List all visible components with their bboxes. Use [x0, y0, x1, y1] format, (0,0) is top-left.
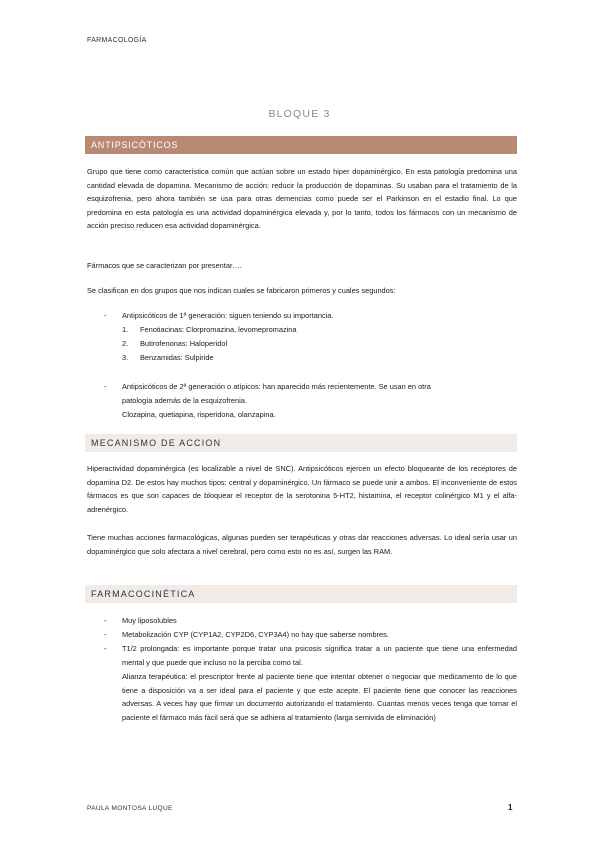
antipsicoticos-line3: Se clasifican en dos grupos que nos indican cuales se fabricaron primeros y cuales segundos: — [87, 286, 396, 295]
bullet-second-generation-cont: patología además de la esquizofrenia. — [122, 396, 247, 405]
section-heading-mecanismo: MECANISMO DE ACCION — [85, 434, 517, 452]
antipsicoticos-line2: Fármacos que se caracterizan por presentar…. — [87, 261, 242, 270]
section-heading-farmacocinetica: FARMACOCINÉTICA — [85, 585, 517, 603]
bullet-dash: - — [104, 630, 107, 639]
bullet-dash: - — [104, 644, 107, 653]
sub-item-butirofenonas: Butirofenonas: Haloperidol — [140, 339, 228, 348]
sub-number-1: 1. — [122, 325, 129, 334]
bullet-second-generation-drugs: Clozapina, quetiapina, risperidona, olanzapina. — [122, 410, 276, 419]
bullet-dash: - — [104, 311, 107, 320]
sub-item-fenotiacinas: Fenotiacinas: Clorpromazina, levomepromazina — [140, 325, 297, 334]
mecanismo-paragraph-2: Tiene muchas acciones farmacológicas, algunas pueden ser terapéuticas y otras dar reacciones adversas. Lo ideal sería usar un dopaminérgico que solo afectara a nivel cerebral, pero como esto no es así, surgen las RAM. — [87, 533, 517, 556]
bullet-dash: - — [104, 382, 107, 391]
antipsicoticos-intro: Grupo que tiene como característica común que actúan sobre un estado hiper dopaminérgico. En esta patología predomina una cantidad elevada de dopamina. Mecanismo de acción: reducir la producción de dopaminas. Su usaban para el tratamiento de la esquizofrenia, pero ahora también se usa para otras demencias como puede ser el Parkinson en el estadio final. Lo que predomina en esta patología es una actividad dopaminérgica elevada y, por lo tanto, todos los fármacos con un mecanismo de acción preciso reducen esa actividad dopaminérgica. — [87, 167, 517, 231]
bullet-dash: - — [104, 616, 107, 625]
sub-number-2: 2. — [122, 339, 129, 348]
bullet-second-generation: Antipsicóticos de 2ª generación o atípicos: han aparecido más recientemente. Se usan en otra — [122, 382, 431, 391]
alianza-terapeutica-paragraph: Alianza terapéutica: el prescriptor frente al paciente tiene que intentar obtener o negociar que medicamento de lo que tiene a disposición va a ser ideal para el paciente y que este acepte. El paciente tiene que conocer las reacciones adversas. A veces hay que firmar un documento autorizando el tratamiento. Cuantas menos veces tenga que tomar el paciente el fármaco más fácil será que se adhiera al tratamiento (larga semivida de eliminación) — [122, 672, 517, 722]
bullet-metabolizacion: Metabolización CYP (CYP1A2, CYP2D6, CYP3A4) no hay que saberse nombres. — [122, 630, 389, 639]
bullet-liposolubles: Muy liposolubles — [122, 616, 177, 625]
bullet-semivida: T1/2 prolongada: es importante porque tratar una psicosis significa tratar a un paciente que tiene una enfermedad mental y que puede que incluso no la perciba como tal. — [122, 644, 517, 667]
block-title: BLOQUE 3 — [268, 108, 331, 120]
footer-author: PAULA MONTOSA LUQUE — [87, 805, 173, 812]
page-number: 1 — [508, 803, 513, 812]
bullet-first-generation: Antipsicóticos de 1ª generación: siguen teniendo su importancia. — [122, 311, 334, 320]
section-heading-antipsicoticos: ANTIPSICÓTICOS — [85, 136, 517, 154]
sub-item-benzamidas: Benzamidas: Sulpiride — [140, 353, 214, 362]
running-header: FARMACOLOGÍA — [87, 37, 147, 44]
sub-number-3: 3. — [122, 353, 129, 362]
mecanismo-paragraph-1: Hiperactividad dopaminérgica (es localizable a nivel de SNC). Antipsicóticos ejercen un efecto bloqueante de los receptores de dopamina D2. De estos hay muchos tipos: central y dopaminérgico. Un fármaco se puede unir a ambos. El inconveniente de estos fármacos es que son capaces de bloquear el receptor de la serotonina 5-HT2, histamina, el receptor colinérgico M1 y el alfa-adrenérgico. — [87, 464, 517, 514]
